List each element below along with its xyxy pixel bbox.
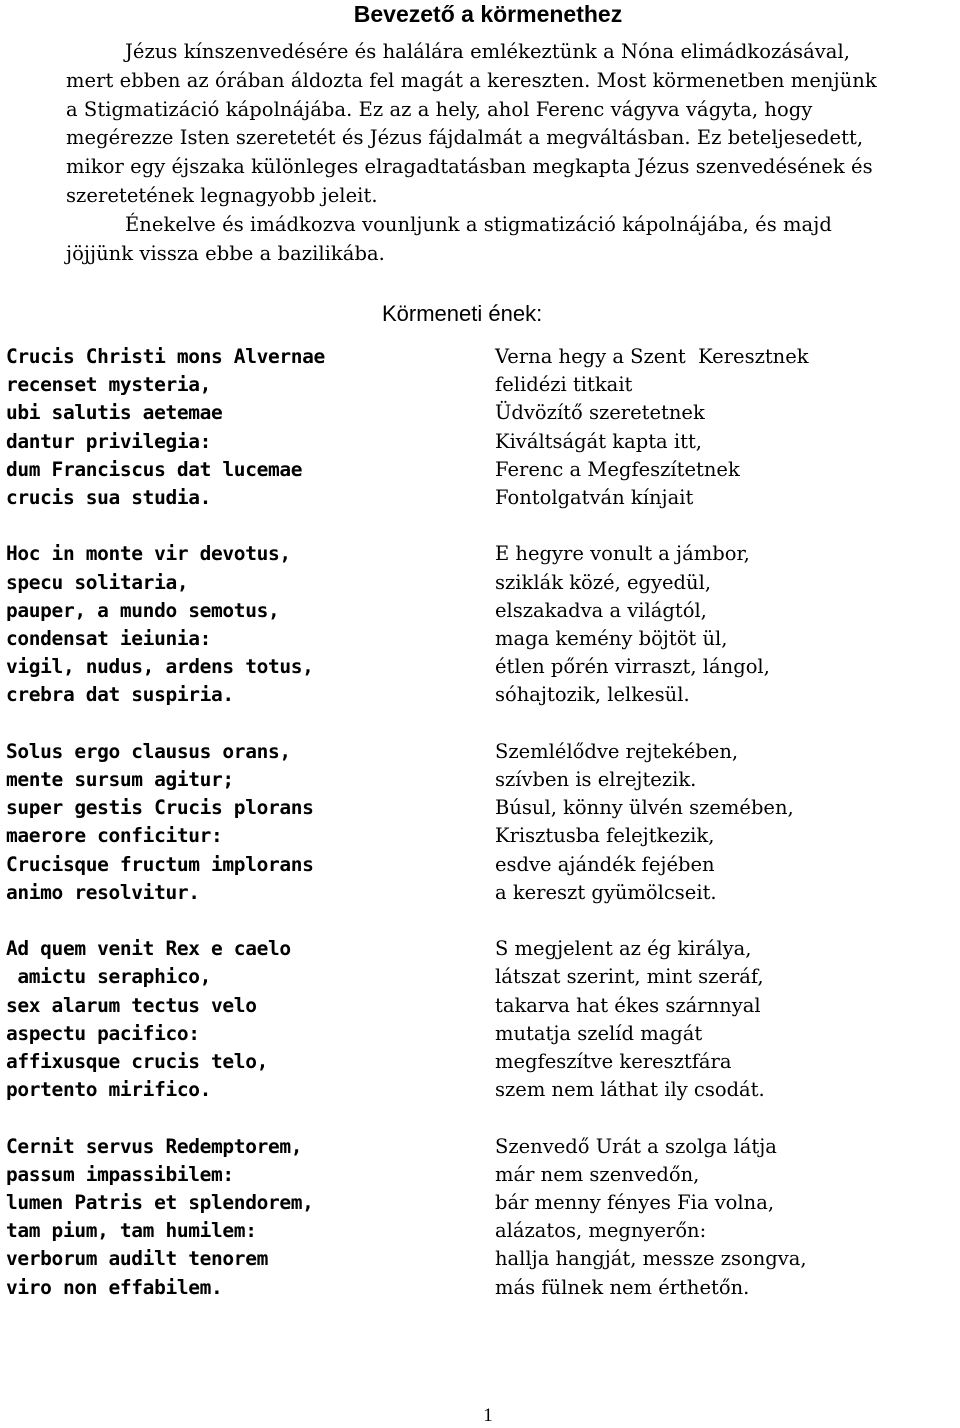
verse-line: Szenvedő Urát a szolga látja (495, 1134, 777, 1158)
verse-line: Hoc in monte vir devotus, (6, 542, 291, 566)
verse-line: Fontolgatván kínjait (495, 486, 694, 510)
verse-line: tam pium, tam humilem: (6, 1219, 257, 1243)
verse-line: szem nem láthat ily csodát. (495, 1078, 765, 1102)
verse-line: crebra dat suspiria. (6, 683, 234, 707)
intro-paragraph (7, 38, 957, 211)
verse-line: felidézi titkait (495, 373, 633, 397)
verse-line: mente sursum agitur; (6, 768, 234, 792)
verse-line: étlen pőrén virraszt, lángol, (495, 655, 770, 679)
verse-line: más fülnek nem érthetőn. (495, 1275, 750, 1299)
verse-line: Búsul, könny ülvén szemében, (495, 796, 794, 820)
verse-line: Crucis Christi mons Alvernae (6, 345, 325, 368)
latin-stanza (6, 738, 446, 907)
verse-line: condensat ieiunia: (6, 627, 212, 651)
verse-line: specu solitaria, (6, 570, 189, 594)
intro-line: mert ebben az órában áldozta fel magát a kereszten. Most körmenetben menjünk (66, 68, 877, 92)
hungarian-hymn-column (495, 343, 955, 1330)
latin-stanza (6, 343, 446, 512)
hungarian-stanza (495, 935, 955, 1104)
verse-line: aspectu pacifico: (6, 1021, 200, 1045)
verse-line: E hegyre vonult a jámbor, (495, 542, 750, 566)
intro-line: a Stigmatizáció kápolnájába. Ez az a hely, ahol Ferenc vágyva vágyta, hogy (66, 97, 813, 121)
hungarian-stanza (495, 1133, 955, 1302)
intro-text (7, 38, 957, 268)
verse-line: elszakadva a világtól, (495, 598, 707, 622)
intro-line: Jézus kínszenvedésére és halálára emlékeztünk a Nóna elimádkozásával, (125, 40, 851, 63)
verse-line: S megjelent az ég királya, (495, 937, 752, 961)
latin-hymn-column (6, 343, 446, 1330)
verse-line: Krisztusba felejtkezik, (495, 824, 715, 848)
verse-line: bár menny fényes Fia volna, (495, 1191, 775, 1215)
verse-line: animo resolvitur. (6, 880, 200, 904)
verse-line: hallja hangját, messze zsongva, (495, 1247, 807, 1271)
hungarian-stanza (495, 540, 955, 709)
verse-line: viro non effabilem. (6, 1275, 223, 1299)
intro-paragraph (7, 211, 957, 269)
verse-line: a kereszt gyümölcseit. (495, 880, 717, 904)
verse-line: már nem szenvedőn, (495, 1162, 700, 1186)
verse-line: esdve ajándék fejében (495, 852, 715, 876)
intro-line: szeretetének legnagyobb jeleit. (66, 183, 378, 207)
intro-line: jöjjünk vissza ebbe a bazilikába. (66, 241, 385, 265)
verse-line: megfeszítve keresztfára (495, 1050, 732, 1074)
verse-line: szívben is elrejtezik. (495, 768, 697, 792)
verse-line: lumen Patris et splendorem, (6, 1191, 314, 1215)
verse-line: dantur privilegia: (6, 429, 212, 453)
page-title: Bevezető a körmenethez (353, 1, 623, 27)
latin-stanza (6, 935, 446, 1104)
verse-line: látszat szerint, mint szeráf, (495, 965, 764, 989)
latin-stanza (6, 1133, 446, 1302)
verse-line: Üdvözítő szeretetnek (495, 401, 705, 425)
verse-line: sziklák közé, egyedül, (495, 570, 712, 594)
latin-stanza (6, 540, 446, 709)
verse-line: Kiváltságát kapta itt, (495, 429, 702, 453)
verse-line: dum Franciscus dat lucemae (6, 457, 303, 481)
verse-line: sóhajtozik, lelkesül. (495, 683, 690, 707)
intro-line: mikor egy éjszaka különleges elragadtatásban megkapta Jézus szenvedésének és (66, 155, 873, 179)
verse-line: mutatja szelíd magát (495, 1021, 703, 1045)
verse-line: amictu seraphico, (6, 965, 212, 989)
verse-line: Crucisque fructum implorans (6, 852, 314, 876)
verse-line: Szemlélődve rejtekében, (495, 739, 739, 763)
intro-line: Énekelve és imádkozva vounljunk a stigmatizáció kápolnájába, és majd (125, 212, 832, 236)
verse-line: pauper, a mundo semotus, (6, 598, 280, 622)
verse-line: takarva hat ékes szárnnyal (495, 993, 761, 1017)
intro-line: megérezze Isten szeretetét és Jézus fájdalmát a megváltásban. Ez beteljesedett, (66, 126, 864, 150)
verse-line: Verna hegy a Szent Keresztnek (495, 345, 809, 368)
verse-line: vigil, nudus, ardens totus, (6, 655, 314, 679)
verse-line: verborum audilt tenorem (6, 1247, 268, 1271)
hungarian-stanza (495, 343, 955, 512)
verse-line: ubi salutis aetemae (6, 401, 223, 425)
page-number: 1 (483, 1405, 493, 1426)
verse-line: Ferenc a Megfeszítetnek (495, 457, 740, 481)
verse-line: recenset mysteria, (6, 373, 212, 397)
verse-line: super gestis Crucis plorans (6, 796, 314, 820)
verse-line: crucis sua studia. (6, 486, 212, 510)
verse-line: sex alarum tectus velo (6, 993, 257, 1017)
verse-line: Cernit servus Redemptorem, (6, 1134, 303, 1158)
verse-line: Ad quem venit Rex e caelo (6, 937, 291, 961)
verse-line: affixusque crucis telo, (6, 1050, 268, 1074)
song-title: Körmeneti ének: (382, 301, 543, 326)
verse-line: passum impassibilem: (6, 1162, 234, 1186)
verse-line: portento mirifico. (6, 1078, 212, 1102)
hungarian-stanza (495, 738, 955, 907)
verse-line: maga kemény böjtöt ül, (495, 627, 728, 651)
verse-line: alázatos, megnyerőn: (495, 1219, 707, 1243)
verse-line: maerore conficitur: (6, 824, 223, 848)
verse-line: Solus ergo clausus orans, (6, 739, 291, 763)
